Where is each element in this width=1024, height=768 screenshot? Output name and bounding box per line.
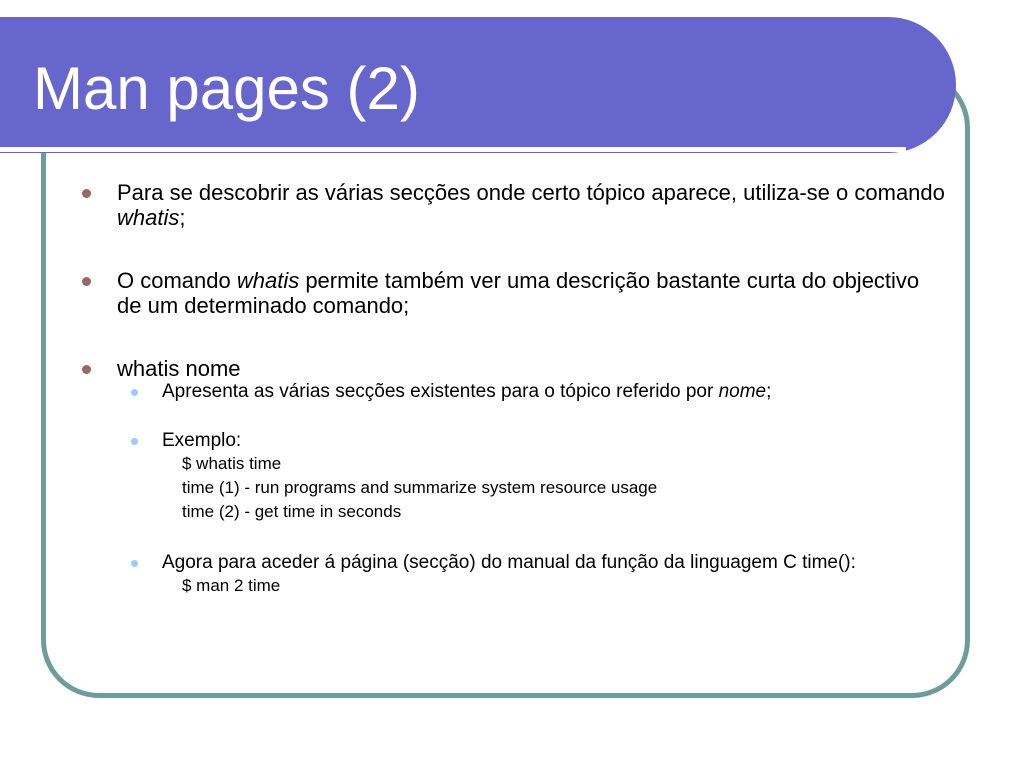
argument-emphasis: nome: [718, 381, 767, 402]
example-line: time (2) - get time in seconds: [182, 502, 402, 521]
command-emphasis: whatis: [117, 205, 180, 230]
sub-bullet-text: Apresenta as várias secções existentes para o tópico referido por: [162, 381, 719, 402]
bullet-text: Para se descobrir as várias secções onde certo tópico aparece, utiliza-se o comando: [117, 180, 945, 205]
slide-title: Man pages (2): [33, 55, 420, 122]
sub-bullet-presents-sections: [78, 381, 948, 403]
bullet-whatis-sections: [78, 180, 948, 230]
title-banner: [0, 17, 956, 153]
sub-bullet-dot-icon: [131, 389, 138, 396]
bullet-text: O comando: [117, 268, 237, 293]
sub-bullet-text-end: ;: [766, 381, 772, 402]
bullet-dot-icon: [82, 365, 91, 374]
bullet-dot-icon: [82, 189, 91, 198]
example-line: $ whatis time: [182, 454, 282, 473]
command-emphasis: whatis: [236, 268, 300, 293]
bullet-whatis-nome: [78, 356, 948, 381]
example-line: $ man 2 time: [182, 576, 281, 595]
bullet-text-end: permite também ver uma descrição bastante curta do objectivo de um determinado comando;: [117, 268, 920, 318]
slide-content: [78, 180, 948, 598]
sub-bullet-dot-icon: [131, 560, 138, 567]
title-underline: [0, 147, 906, 152]
bullet-whatis-description: [78, 268, 948, 318]
example-line: time (1) - run programs and summarize system resource usage: [182, 478, 658, 497]
bullet-dot-icon: [82, 277, 91, 286]
sub-bullet-text: Exemplo:: [162, 430, 242, 451]
sub-bullet-example: [78, 430, 948, 452]
sub-bullet-dot-icon: [131, 438, 138, 445]
bullet-text-end: ;: [179, 205, 186, 230]
sub-bullet-man-page-access: [78, 552, 948, 574]
sub-bullet-text: Agora para aceder á página (secção) do manual da função da linguagem C time():: [162, 552, 856, 573]
bullet-text: whatis nome: [117, 356, 241, 381]
